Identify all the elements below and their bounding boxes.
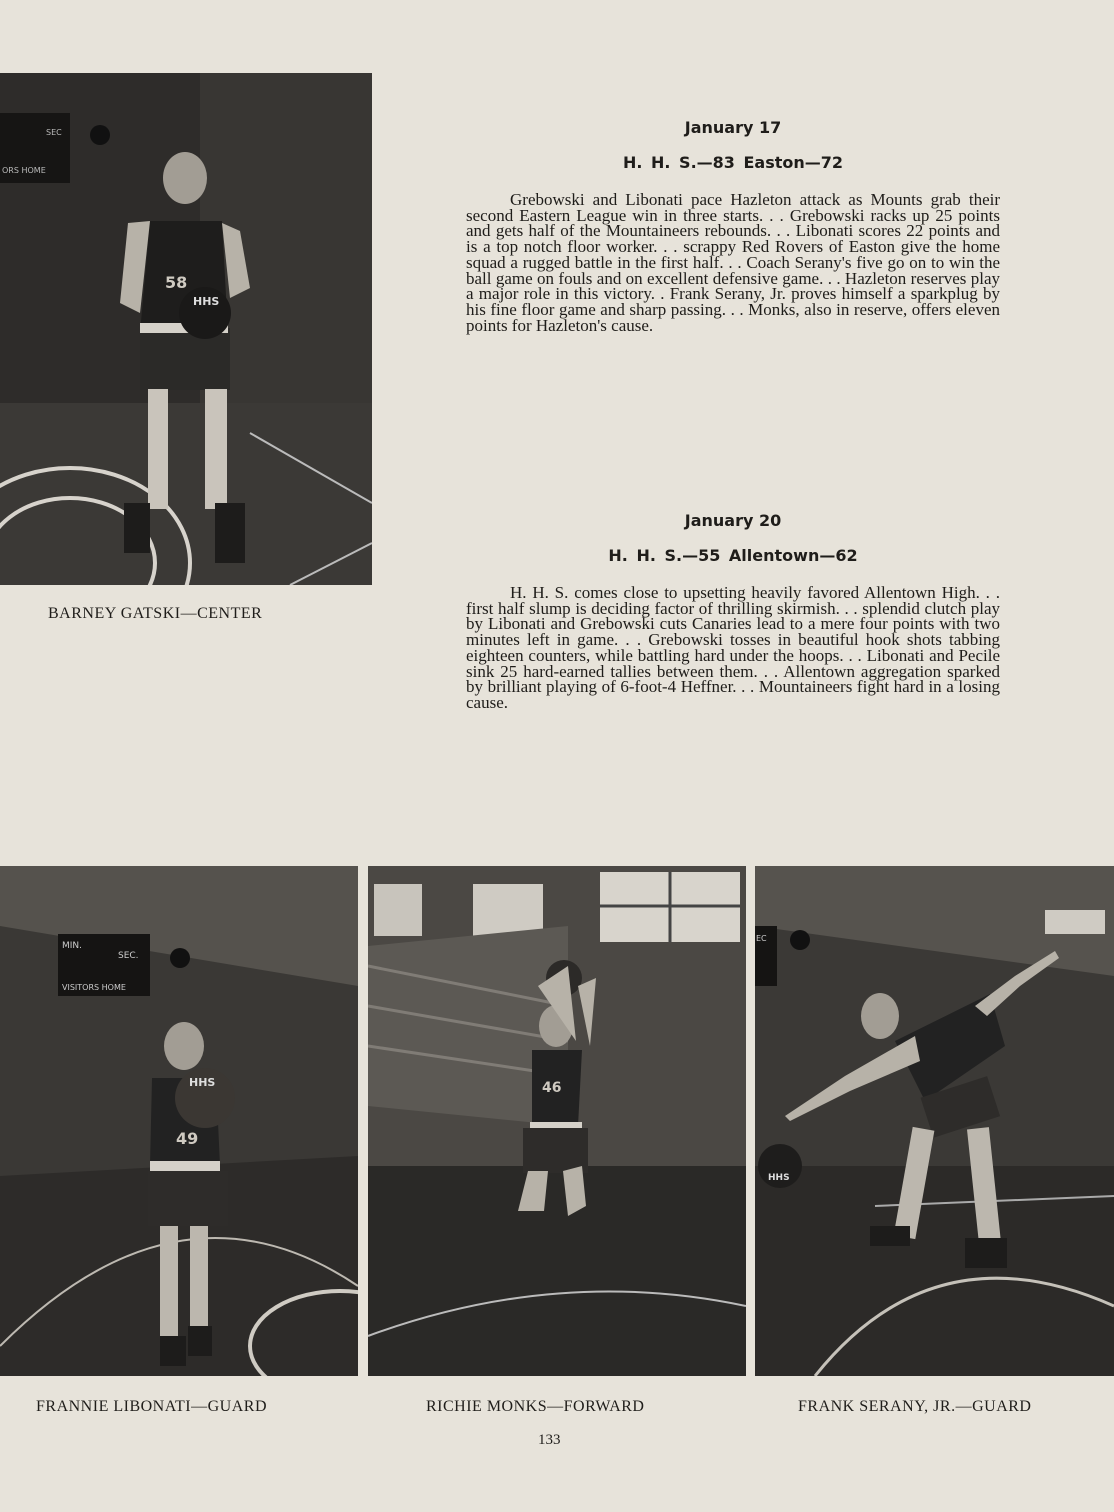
game-summary: H. H. S. comes close to upsetting heavily favored Allentown High. . . first half slump is deciding factor of thrilling skirmish. . . splendid clutch play by Libonati and Grebowski cuts Canaries lead to a mere four points with two minutes left in game. . . Grebowski tosses in beautiful hook shots tabbing eighteen counters, while battling hard under the hoops. . . Libonati and Pecile sink 25 hard-earned tallies between them. . . Allentown aggregation sparked by brilliant playing of 6-foot-4 Heffner. . . Mountaineers fight hard in a losing cause. [466, 583, 1000, 712]
player-figure-monks [368, 866, 746, 1376]
caption-frank-serany-jr: FRANK SERANY, JR.—GUARD [798, 1398, 1032, 1415]
scoreboard-text: ORS HOME [2, 166, 46, 175]
game-report-january-20 [466, 511, 1000, 711]
caption-richie-monks: RICHIE MONKS—FORWARD [426, 1398, 645, 1415]
game-report-january-17 [466, 118, 1000, 333]
scoreboard-text: MIN. [62, 941, 83, 951]
game-score: H. H. S.—83 Easton—72 [622, 153, 844, 172]
game-score: H. H. S.—55 Allentown—62 [608, 546, 858, 565]
ball-text: HHS [189, 1076, 216, 1089]
player-figure-libonati [0, 866, 358, 1376]
page-number: 133 [538, 1432, 561, 1448]
jersey-number: 46 [542, 1080, 562, 1096]
ball-text: HHS [768, 1173, 790, 1183]
caption-barney-gatski: BARNEY GATSKI—CENTER [48, 605, 263, 622]
scoreboard-text: EC [756, 934, 767, 943]
ball-text: HHS [193, 295, 220, 308]
scoreboard-text: SEC. [118, 951, 139, 961]
player-figure-serany [755, 866, 1114, 1376]
player-figure-gatski [0, 73, 372, 585]
scoreboard-text: VISITORS HOME [62, 983, 126, 992]
photo-frank-serany-jr [755, 866, 1114, 1376]
jersey-number: 49 [176, 1129, 199, 1148]
photo-barney-gatski [0, 73, 372, 585]
photo-frannie-libonati [0, 866, 358, 1376]
game-date: January 20 [684, 511, 782, 530]
caption-frannie-libonati: FRANNIE LIBONATI—GUARD [36, 1398, 267, 1415]
scoreboard-text: SEC [46, 128, 62, 137]
game-summary: Grebowski and Libonati pace Hazleton attack as Mounts grab their second Eastern League win in three starts. . . Grebowski racks up 25 points and gets half of the Mountaineers rebounds. . . Libonati scores 22 points and is a top notch floor worker. . . scrappy Red Rovers of Easton give the home squad a rugged battle in the first half. . . Coach Serany's five go on to win the ball game on fouls and on excellent defensive game. . . Hazleton reserves play a major role in this victory. . Frank Serany, Jr. proves himself a sparkplug by his fine floor game and sharp passing. . . Monks, also in reserve, offers eleven points for Hazleton's cause. [466, 190, 1000, 335]
jersey-number: 58 [165, 273, 188, 292]
photo-richie-monks [368, 866, 746, 1376]
game-date: January 17 [684, 118, 782, 137]
